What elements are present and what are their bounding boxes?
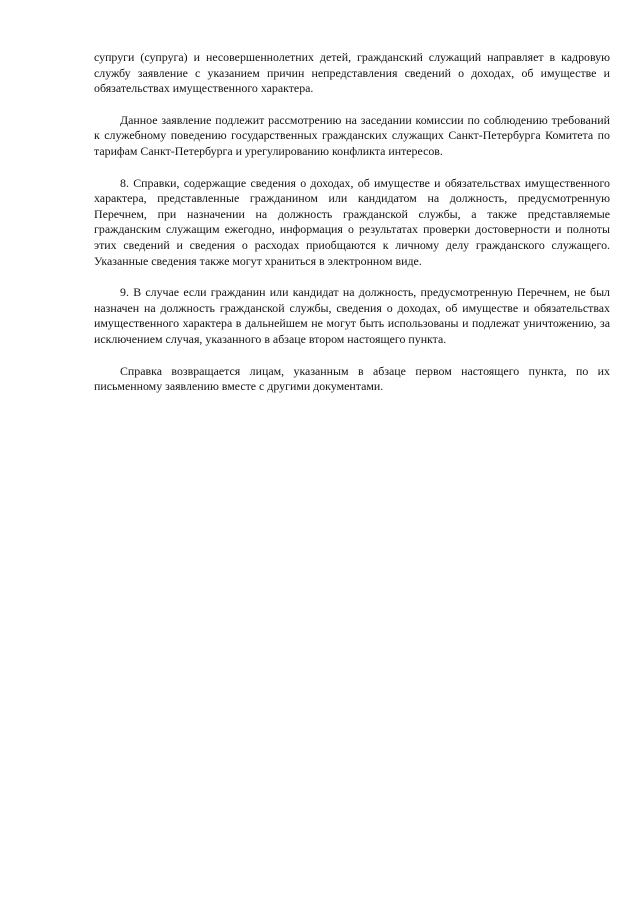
paragraph-item-9: 9. В случае если гражданин или кандидат на должность, предусмотренную Перечнем, не был назначен на должность гражданской службы, сведения о доходах, об имуществе и обязательствах имущественного характера в дальнейшем не могут быть использованы и подлежат уничтожению, за исключением случая, указанного в абзаце втором настоящего пункта. xyxy=(94,285,610,346)
paragraph-gap xyxy=(94,97,610,113)
paragraph-item-8: 8. Справки, содержащие сведения о доходах, об имуществе и обязательствах имущественного характера, представленные гражданином или кандидатом на должность, предусмотренную Перечнем, при назначении на должность гражданской службы, а также представляемые гражданским служащим ежегодно, информация о результатах проверки достоверности и полноты этих сведений и сведения о расходах приобщаются к личному делу гражданского служащего. Указанные сведения также могут храниться в электронном виде. xyxy=(94,175,610,268)
paragraph-commission-review: Данное заявление подлежит рассмотрению на заседании комиссии по соблюдению требований к служебному поведению государственных гражданских служащих Санкт-Петербурга Комитета по тарифам Санкт-Петербурга и урегулированию конфликта интересов. xyxy=(94,112,610,158)
paragraph-certificate-return: Справка возвращается лицам, указанным в абзаце первом настоящего пункта, по их письменному заявлению вместе с другими документами. xyxy=(94,363,610,394)
document-body xyxy=(94,50,610,395)
paragraph-gap xyxy=(94,348,610,364)
paragraph-gap xyxy=(94,160,610,176)
paragraph-continuation: супруги (супруга) и несовершеннолетних детей, гражданский служащий направляет в кадровую службу заявление с указанием причин непредставления сведений о доходах, об имуществе и обязательствах имущественного характера. xyxy=(94,50,610,96)
paragraph-gap xyxy=(94,269,610,285)
